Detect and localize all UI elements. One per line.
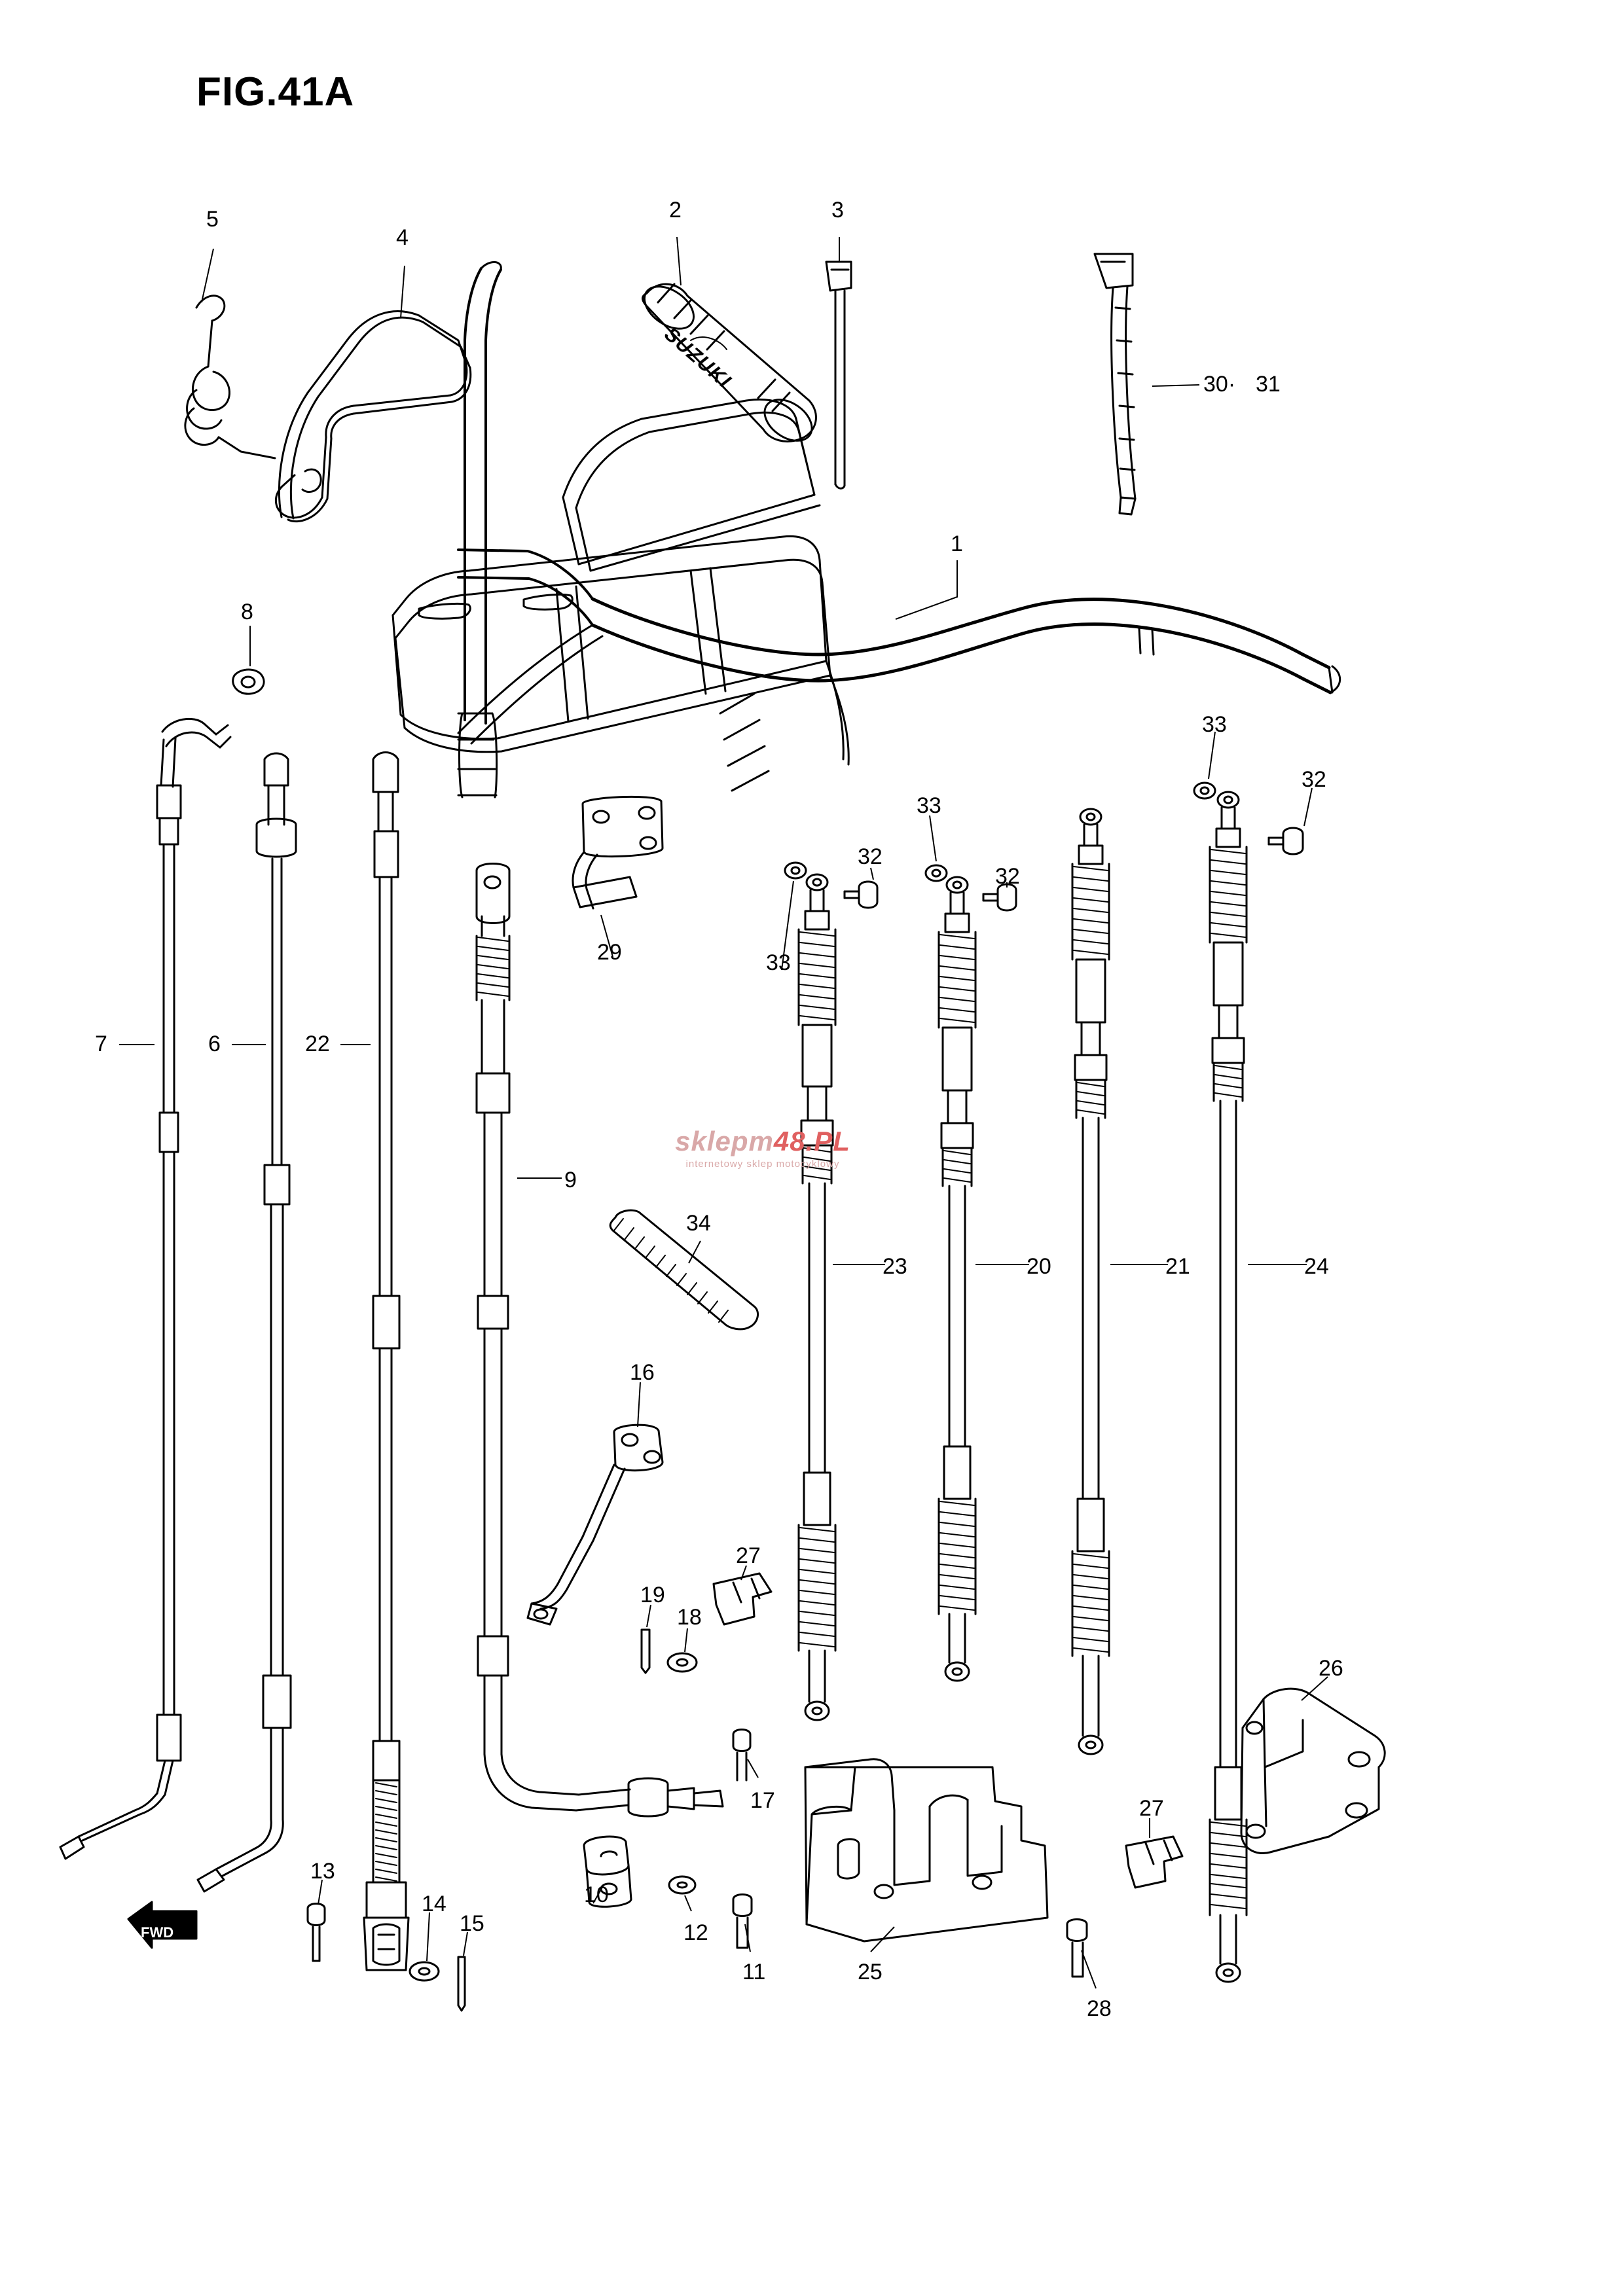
callout-25: 25 bbox=[858, 1960, 883, 1984]
callout-33-c: 33 bbox=[766, 950, 791, 975]
callout-20: 20 bbox=[1027, 1254, 1051, 1279]
callout-24: 24 bbox=[1304, 1254, 1329, 1279]
callout-14: 14 bbox=[422, 1892, 446, 1916]
callout-18: 18 bbox=[677, 1605, 702, 1630]
callout-32-b: 32 bbox=[858, 844, 883, 869]
fwd-arrow-label: FWD bbox=[141, 1924, 174, 1941]
callout-7: 7 bbox=[95, 1031, 107, 1056]
callout-23: 23 bbox=[883, 1254, 907, 1279]
callout-16: 16 bbox=[630, 1360, 655, 1385]
callout-1: 1 bbox=[951, 531, 963, 556]
callout-21: 21 bbox=[1165, 1254, 1190, 1279]
callout-30: 30· bbox=[1203, 372, 1236, 397]
callout-22: 22 bbox=[305, 1031, 330, 1056]
callout-11: 11 bbox=[742, 1960, 766, 1984]
callout-4: 4 bbox=[396, 225, 409, 250]
callout-32-c: 32 bbox=[995, 864, 1020, 889]
callout-19: 19 bbox=[640, 1583, 665, 1607]
callout-33-a: 33 bbox=[1202, 712, 1227, 737]
watermark-subtitle: internetowy sklep motocyklowy bbox=[685, 1158, 840, 1170]
watermark-text-right: 48.PL bbox=[773, 1126, 850, 1157]
callout-27-a: 27 bbox=[736, 1543, 761, 1568]
callout-10: 10 bbox=[584, 1882, 609, 1907]
callout-33-b: 33 bbox=[917, 793, 941, 818]
callout-6: 6 bbox=[208, 1031, 221, 1056]
watermark-text-left: sklepm bbox=[675, 1126, 774, 1157]
callout-5: 5 bbox=[206, 207, 219, 232]
callout-8: 8 bbox=[241, 600, 253, 624]
watermark bbox=[625, 1126, 900, 1170]
callout-3: 3 bbox=[831, 198, 844, 223]
callout-2: 2 bbox=[669, 198, 682, 223]
callout-27-b: 27 bbox=[1139, 1796, 1164, 1821]
callout-9: 9 bbox=[564, 1168, 577, 1193]
callout-31: 31 bbox=[1256, 372, 1281, 397]
callout-29: 29 bbox=[597, 940, 622, 965]
callout-28: 28 bbox=[1087, 1996, 1112, 2021]
page-title: FIG.41A bbox=[196, 69, 355, 115]
grip-brand-label: SUZUKI bbox=[660, 323, 736, 393]
callout-12: 12 bbox=[683, 1920, 708, 1945]
callout-15: 15 bbox=[460, 1911, 484, 1936]
callout-13: 13 bbox=[310, 1859, 335, 1884]
callout-32-a: 32 bbox=[1302, 767, 1326, 792]
callout-26: 26 bbox=[1319, 1656, 1343, 1681]
callout-17: 17 bbox=[750, 1788, 775, 1813]
callout-34: 34 bbox=[686, 1211, 711, 1236]
